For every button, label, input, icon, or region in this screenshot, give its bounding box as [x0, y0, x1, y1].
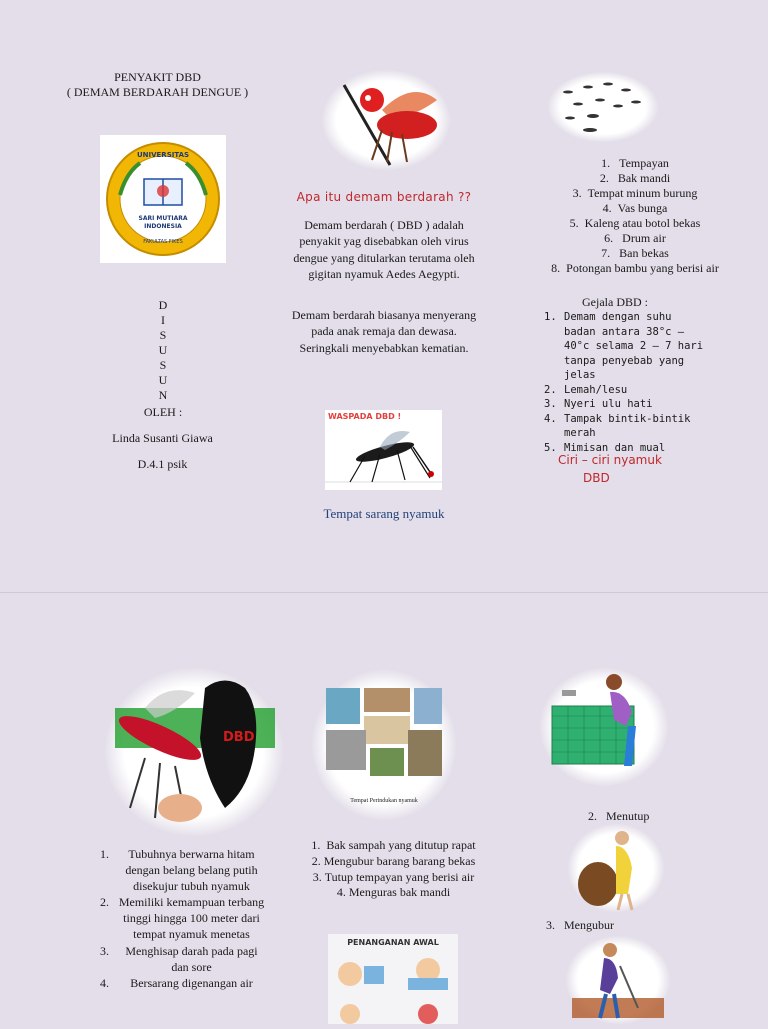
person-covering-jar-icon: [568, 824, 664, 912]
symptoms-list: [544, 310, 704, 455]
person-cleaning-tub-icon: [540, 668, 668, 786]
list-item: 3. Menghisap darah pada pagi dan sore: [100, 943, 258, 974]
mosquito-traits-heading: Ciri – ciri nyamuk DBD: [558, 453, 662, 485]
list-item: 1. Tubuhnya berwarna hitam dengan belang belang putih disekujur tubuh nyamuk: [100, 847, 258, 894]
first-aid-poster: PENANGANAN AWAL: [328, 934, 458, 1024]
draining-tub-image: [540, 668, 668, 786]
list-item: 1. Demam dengan suhu badan antara 38°c – 40°c selama 2 – 7 hari tanpa penyebab yang jelas: [544, 311, 704, 381]
list-item: 8. Potongan bambu yang berisi air: [551, 261, 719, 275]
university-logo: UNIVERSITAS SARI MUTIARA INDONESIA FAKULTAS FIKES: [100, 135, 226, 263]
list-item: 6. Drum air: [604, 231, 666, 245]
list-item: 4. Vas bunga: [602, 201, 668, 215]
prevention-list: [306, 838, 481, 901]
first-aid-steps-icon: [328, 948, 458, 1024]
symptoms-heading: Gejala DBD :: [582, 295, 648, 309]
aedes-mosquito-icon: [325, 422, 442, 488]
author-name: Linda Susanti Giawa: [112, 431, 213, 445]
list-item: 2. Mengubur barang barang bekas: [311, 853, 476, 868]
definition-paragraph: Demam berdarah ( DBD ) adalah penyakit yag disebabkan oleh virus dengue yang ditularkan terutama oleh gigitan nyamuk Aedes Aegypti.: [293, 218, 475, 281]
step-mengubur: 3. Mengubur: [546, 918, 614, 932]
breeding-place-heading: Tempat sarang nyamuk: [323, 506, 445, 521]
waspada-image: WASPADA DBD !: [325, 410, 442, 490]
breeding-collage: Tempat Perindukan nyamuk: [312, 670, 456, 820]
person-digging-icon: [566, 936, 670, 1024]
list-item: 5. Kaleng atau botol bekas: [569, 216, 701, 230]
list-item: 4. Tampak bintik-bintik merah: [544, 412, 691, 439]
mosquito-icon: [322, 70, 450, 170]
disusun-vertical: D I S U S U N: [158, 298, 168, 402]
risk-paragraph: Demam berdarah biasanya menyerang pada anak remaja dan dewasa. Seringkali menyebabkan kematian.: [291, 308, 477, 355]
list-item: 3. Nyeri ulu hati: [544, 398, 653, 410]
brochure-title: PENYAKIT DBD ( DEMAM BERDARAH DENGUE ): [66, 70, 249, 99]
mosquito-traits-list: [100, 846, 265, 991]
mosquito-swarm-icon: [548, 72, 658, 142]
mosquito-image: [322, 70, 450, 170]
list-item: 5. Mimisan dan mual: [544, 441, 666, 454]
breeding-sites-collage-icon: [312, 670, 456, 800]
oleh-label: OLEH :: [143, 405, 183, 419]
burying-image: [566, 936, 670, 1024]
page-divider: [0, 592, 768, 593]
question-heading: Apa itu demam berdarah ??: [296, 190, 472, 204]
list-item: 3. Tutup tempayan yang berisi air: [312, 869, 475, 884]
dbd-illustration: DBD: [105, 668, 283, 836]
list-item: 1. Tempayan: [601, 156, 669, 170]
list-item: 2. Lemah/lesu: [544, 383, 628, 396]
step-menutup: 2. Menutup: [588, 809, 650, 823]
list-item: 1. Bak sampah yang ditutup rapat: [311, 838, 476, 852]
class-code: D.4.1 psik: [137, 457, 188, 471]
list-item: 4. Menguras bak mandi: [336, 885, 451, 900]
list-item: 4. Bersarang digenangan air: [100, 975, 253, 990]
list-item: 2. Memiliki kemampuan terbang tinggi hingga 100 meter dari tempat nyamuk menetas: [100, 895, 265, 942]
list-item: 2. Bak mandi: [599, 171, 671, 185]
list-item: 3. Tempat minum burung: [572, 186, 698, 200]
closing-container-image: [568, 824, 664, 912]
mosquito-swarm-image: [548, 72, 658, 142]
list-item: 7. Ban bekas: [601, 246, 669, 260]
breeding-places-list: [530, 156, 740, 276]
dbd-mosquito-icon: [105, 668, 283, 836]
